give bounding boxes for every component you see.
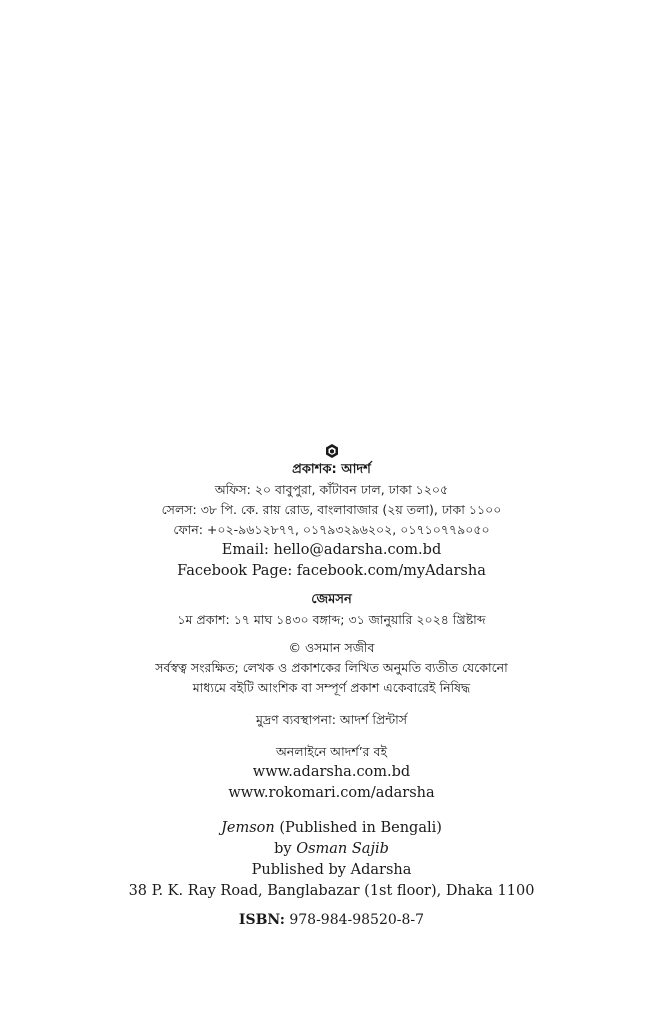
imprint-block	[0, 444, 663, 931]
rights-line-2: মাধ্যমে বইটি আংশিক বা সম্পূর্ণ প্রকাশ একেবারেই নিষিদ্ধ	[192, 680, 471, 695]
sales-address: সেলস: ৩৮ পি. কে. রায় রোড, বাংলাবাজার (২য় তলা), ঢাকা ১১০০	[161, 502, 502, 517]
email-line: Email: hello@adarsha.com.bd	[221, 542, 442, 558]
website-adarsha: www.adarsha.com.bd	[252, 764, 411, 780]
publisher-logo-icon	[325, 444, 339, 458]
isbn-line	[0, 910, 663, 931]
english-published-by: Published by Adarsha	[251, 862, 412, 878]
english-author: Osman Sajib	[296, 841, 389, 857]
office-address: অফিস: ২০ বাবুপুরা, কাঁটাবন ঢাল, ঢাকা ১২০৫	[214, 482, 449, 497]
printing-line: মুদ্রণ ব্যবস্থাপনা: আদর্শ প্রিন্টার্স	[255, 712, 408, 727]
publisher-label: প্রকাশক: আদর্শ	[292, 462, 371, 477]
english-author-line	[0, 839, 663, 860]
english-title-note: (Published in Bengali)	[274, 820, 442, 836]
english-title-line	[0, 818, 663, 839]
rights-line-1: সর্বস্বত্ব সংরক্ষিত; লেখক ও প্রকাশকের লিখিত অনুমতি ব্যতীত যেকোনো	[155, 660, 508, 675]
phone-numbers: ফোন: +০২-৯৬১২৮৭৭, ০১৭৯৩২৯৬২০২, ০১৭১০৭৭৯০৫০	[173, 522, 490, 537]
edition-line: ১ম প্রকাশ: ১৭ মাঘ ১৪৩০ বঙ্গাব্দ; ৩১ জানুয়ারি ২০২৪ খ্রিষ্টাব্দ	[177, 612, 486, 627]
english-address: 38 P. K. Ray Road, Banglabazar (1st floor), Dhaka 1100	[128, 883, 535, 899]
facebook-line: Facebook Page: facebook.com/myAdarsha	[177, 563, 486, 579]
online-label: অনলাইনে আদর্শ’র বই	[275, 744, 387, 759]
english-title: Jemson	[221, 820, 275, 836]
isbn-label: ISBN:	[238, 912, 285, 928]
english-by: by	[274, 841, 297, 857]
website-rokomari: www.rokomari.com/adarsha	[228, 785, 435, 801]
isbn-value: 978-984-98520-8-7	[284, 912, 425, 928]
book-title-bengali: জেমসন	[311, 592, 352, 607]
copyright-line: © ওসমান সজীব	[288, 640, 375, 655]
